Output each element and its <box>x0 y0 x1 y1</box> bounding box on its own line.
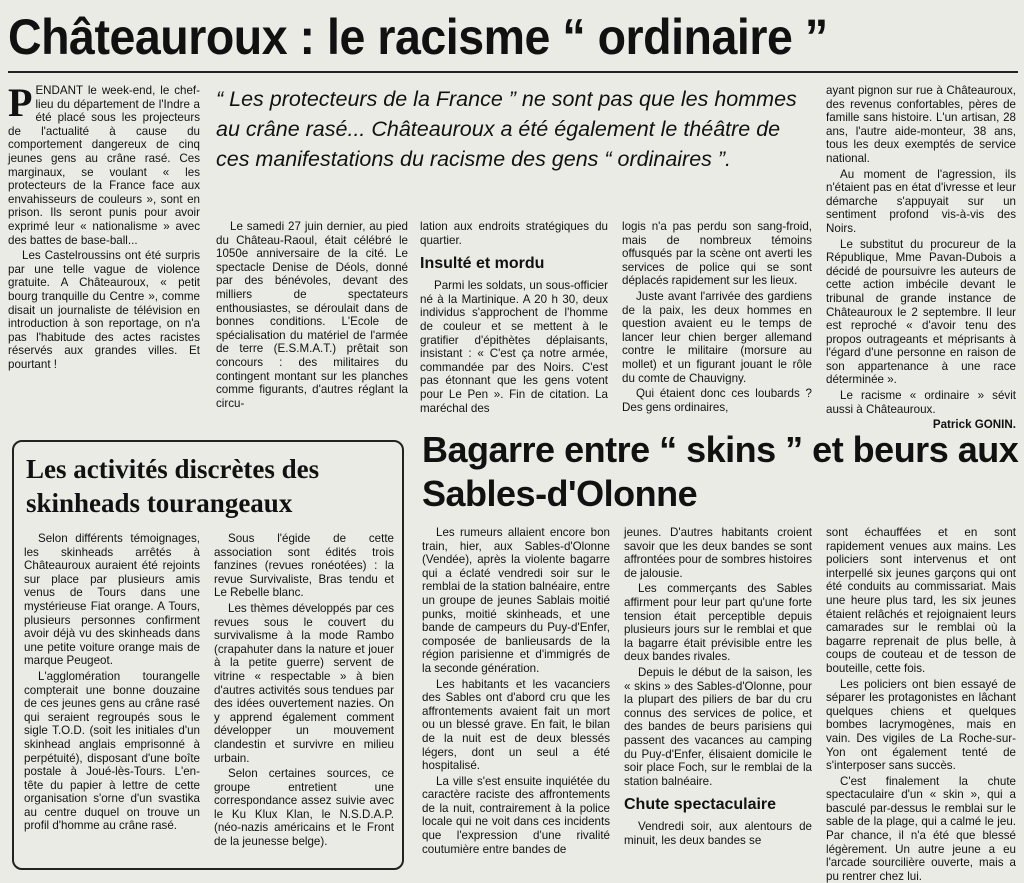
article3-col1-p2: Les habitants et les vacanciers des Sables ont d'abord cru que les affrontements avaient fait un mort ou un blessé grave. En fait, le bilan de la nuit est de deux blessés légers, dont un seul a été hospitalisé. <box>422 677 610 773</box>
article3-col3-p2: Les policiers ont bien essayé de séparer les protagonistes en lâchant quelques chiens et quelques bombes lacrymogènes, mais en vain. Des vigiles de La Roche-sur-Yon ont également tenté de s'interposer sans succès. <box>826 677 1016 773</box>
article1-column-2 <box>216 220 408 410</box>
article3-column-2 <box>624 526 812 872</box>
article2-col2-p1: Sous l'égide de cette association sont édités trois fanzines (revues ronéotées) : la revue Survivaliste, Bras tendu et Le Rebelle blanc. <box>214 532 394 600</box>
article3-col1-p1: Les rumeurs allaient encore bon train, hier, aux Sables-d'Olonne (Vendée), après la violente bagarre qui a éclaté vendredi soir sur le remblai de la station balnéaire, entre un groupe de jeunes Sablais moitié punks, moitié skinheads, et une bande de campeurs du Puy-d'Enfer, composée de banlieusards de la région parisienne et d'immigrés de la seconde génération. <box>422 526 610 675</box>
article1-col1-p2: Les Castelroussins ont été surpris par une telle vague de violence gratuite. A Châteauroux, « petit bourg tranquille du Centre », comme disait un journaliste de télévision en introduction à son reportage, on n'a pas l'habitude des actes racistes réservés aux grandes villes. Et pourtant ! <box>8 249 200 371</box>
article1-col4-p2: Juste avant l'arrivée des gardiens de la paix, les deux hommes en question avaient eu le temps de lancer leur chien berger allemand contre le militaire (morsure au mollet) et un figurant jouant le rôle du comte de Chauvigny. <box>622 289 812 385</box>
article1-col3-p2: Parmi les soldats, un sous-officier né à la Martinique. A 20 h 30, deux individus s'approchent de l'homme de couleur et se mettent à le gratifier d'épithètes déplaisants, insistant : « C'est ça notre armée, commandée par des Noirs. C'est pas étonnant que les gens votent pour Le Pen ». Fin de citation. La maréchal des <box>420 279 608 415</box>
article1-column-1 <box>8 80 200 394</box>
author-signature: Patrick GONIN. <box>932 418 1016 432</box>
article3-col1-p3: La ville s'est ensuite inquiétée du caractère raciste des affrontements de la nuit, contrairement à la police locale qui ne voit dans ces incidents que l'expression d'une rivalité coutumière entre bandes de <box>422 774 610 856</box>
sables-headline: Bagarre entre “ skins ” et beurs aux Sables-d'Olonne <box>422 429 1019 514</box>
article2-col1-p1: Selon différents témoignages, les skinheads arrêtés à Châteauroux auraient été rejoints sur place par plusieurs amis venus de Tours dans une mystérieuse Fiat orange. A Tours, plusieurs personnes confirment avoir déjà vu des skinheads dans une petite voiture orange mais de marque Peugeot. <box>24 532 200 668</box>
article3-col2-p4: Vendredi soir, aux alentours de minuit, les deux bandes se <box>624 820 812 847</box>
article2-col1-p2: L'agglomération tourangelle compterait une bonne douzaine de ces jeunes gens au crâne rasé qui seraient regroupés sous le sigle T.O.D. (soit les initiales d'un skinhead anglais emprisonné à perpétuité), disposant d'une boîte postale à Joué-lès-Tours. L'en-tête du papier à lettre de cette organisation s'orne d'un svastika au centre duquel on trouve un profil d'homme au crâne rasé. <box>24 669 200 833</box>
article1-col4-p3: Qui étaient donc ces loubards ? Des gens ordinaires, <box>622 387 812 414</box>
drop-cap: P <box>8 80 33 125</box>
article1-column-5 <box>826 84 1016 432</box>
article1-col5-p2: Au moment de l'agression, ils n'étaient pas en état d'ivresse et leur démarche s'appuyait sur un sentiment profond vis-à-vis des Noirs. <box>826 167 1016 235</box>
article2-column-2 <box>214 532 394 862</box>
article1-col2-p1: Le samedi 27 juin dernier, au pied du Château-Raoul, était célébré le 1050e anniversaire de la cité. Le spectacle Denise de Déols, donné par des bénévoles, devant des milliers de spectateurs enthousiastes, se déroulait dans de bonnes conditions. L'Ecole de spécialisation du matériel de l'armée de terre (E.S.M.A.T.) prêtait son concours : des militaires du contingent montant sur les planches comme figurants, d'autres réglant la circu- <box>216 220 408 410</box>
article3-col3-p3: C'est finalement la chute spectaculaire d'un « skin », qui a basculé par-dessus le remblai sur le sable de la plage, qui a calmé le jeu. Par chance, il n'a été que blessé légèrement. Un autre jeune a eu l'arcade sourcilière ouverte, mais a pu rentrer chez lui. <box>826 774 1016 883</box>
article1-lead: “ Les protecteurs de la France ” ne sont pas que les hommes au crâne rasé... Châteauroux a été également le théâtre de ces manifestations du racisme des gens “ ordinaires ”. <box>216 87 797 171</box>
article1-col4-p1: logis n'a pas perdu son sang-froid, mais de nombreux témoins offusqués par la scène ont averti les services de police qui se sont déplacés rapidement sur les lieux. <box>622 220 812 288</box>
article1-column-4 <box>622 220 812 414</box>
article2-column-1 <box>24 532 200 862</box>
article3-col2-p3: Depuis le début de la saison, les « skins » des Sables-d'Olonne, pour la plupart des piliers de bar du cru connus des services de police, et des bandes de beurs parisiens qui passent des vacances au camping du Puy-d'Enfer, élisaient domicile le soir place Foch, sur le remblai de la station balnéaire. <box>624 665 812 788</box>
article1-col5-p1: ayant pignon sur rue à Châteauroux, des revenus confortables, pères de famille sans histoire. L'un artisan, 28 ans, l'autre aide-monteur, 38 ans, tous les deux exemptés de service national. <box>826 84 1016 165</box>
main-headline: Châteauroux : le racisme “ ordinaire ” <box>8 9 828 65</box>
article1-col1-p1: PENDANT le week-end, le chef-lieu du département de l'Indre a été placé sous les projecteurs de l'actualité à cause du comportement dangereux de cinq jeunes gens au crâne rasé. Ces marginaux, se voulant « les protecteurs de la France face aux envahisseurs de couleurs », sont en prison. Ils seront punis pour avoir exprimé leur « nationalisme » avec des battes de base-ball... <box>8 80 200 247</box>
article1-col5-p3: Le substitut du procureur de la République, Mme Pavan-Dubois a décidé de poursuivre les auteurs de cette action imbécile devant le tribunal de grande instance de Châteauroux le 2 septembre. Il leur est reproché « d'avoir tenu des propos outrageants et méprisants à l'égard d'une personne en raison de son appartenance à une race déterminée ». <box>826 237 1016 387</box>
article3-col3-p1: sont échauffées et en sont rapidement venues aux mains. Les policiers sont intervenus et ont interpellé six jeunes garçons qui ont été conduits au commissariat. Mais une heure plus tard, les six jeunes étaient relâchés et rejoignaient leurs camarades sur le remblai où la bagarre reprenait de plus belle, à coups de couteau et de tesson de bouteille, cette fois. <box>826 526 1016 675</box>
article1-col3-p1: lation aux endroits stratégiques du quartier. <box>420 220 608 247</box>
box-headline: Les activités discrètes des skinheads tourangeaux <box>26 454 320 518</box>
article1-column-3 <box>420 220 608 415</box>
article3-column-3 <box>826 526 1016 883</box>
article3-column-1 <box>422 526 610 872</box>
subhead-insulte-et-mordu: Insulté et mordu <box>420 255 545 273</box>
headline-rule <box>8 71 1018 73</box>
article2-col2-p3: Selon certaines sources, ce groupe entretient une correspondance assez suivie avec le Ku Klux Klan, le N.S.D.A.P. (néo-nazis américains et le Front de la jeunesse belge). <box>214 767 394 849</box>
subhead-chute-spectaculaire: Chute spectaculaire <box>624 796 777 814</box>
article3-col2-p1: jeunes. D'autres habitants croient savoir que les deux bandes se sont affrontées pour de sombres histoires de jalousie. <box>624 526 812 580</box>
article2-col2-p2: Les thèmes développés par ces revues sous le couvert du survivalisme à la mode Rambo (crapahuter dans la nature et jouer à la petite guerre) servent de vitrine « respectable » à bien d'autres activités sous tendues par des idées ouvertement nazies. On y apprend également comment développer un mouvement clandestin et survivre en milieu urbain. <box>214 601 394 765</box>
article3-col2-p2: Les commerçants des Sables affirment pour leur part qu'une forte tension était perceptible depuis plusieurs jours sur le remblai et que la bagarre était prévisible entre les deux bandes rivales. <box>624 582 812 664</box>
article1-col5-p4: Le racisme « ordinaire » sévit aussi à Châteauroux. <box>826 389 1016 416</box>
